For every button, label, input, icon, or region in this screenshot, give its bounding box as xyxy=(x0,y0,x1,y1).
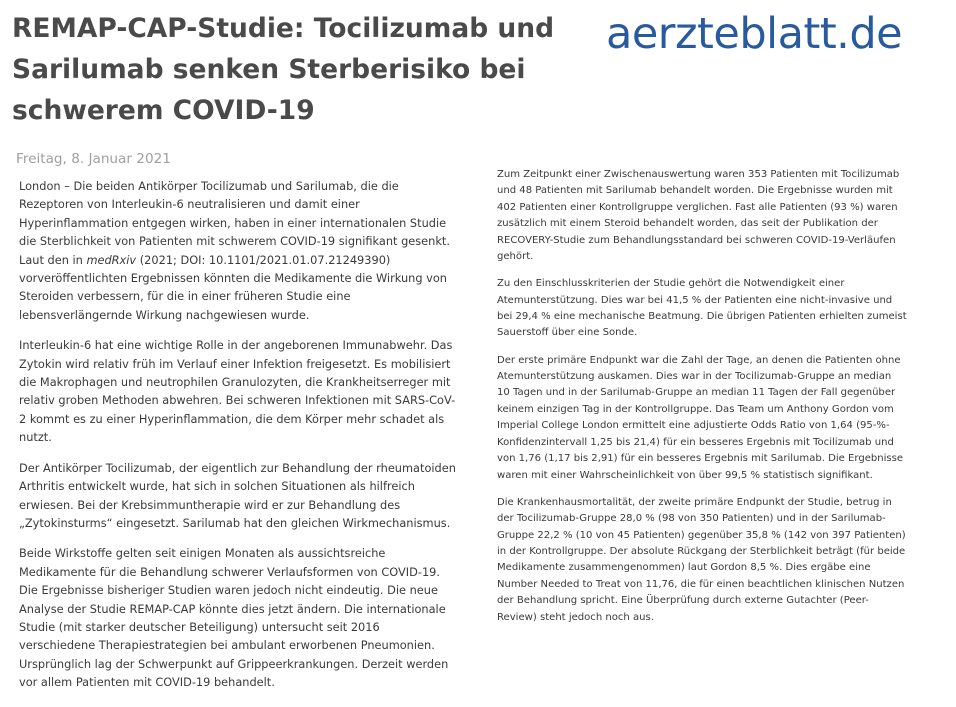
paragraph-interim-analysis: Zum Zeitpunkt einer Zwischenauswertung waren 353 Patienten mit Tocilizumab und 48 Patienten mit Sarilumab behandelt worden. Die Ergebnisse wurden mit 402 Patienten einer Kontrollgruppe verglichen. Fast alle Patienten (93 %) waren zusätzlich mit einem Steroid behandelt worden, das seit der Publikation der RECOVERY-Studie zum Behandlungsstandard bei schweren COVID-19-Verläufen gehört. xyxy=(497,169,900,263)
paragraph-primary-endpoint: Der erste primäre Endpunkt war die Zahl der Tage, an denen die Patienten ohne Atemunterstützung auskamen. Dies war in der Tocilizumab-Gruppe an median 10 Tagen und in der Sarilumab-Gruppe an median 11 Tagen der Fall gegenüber keinem einzigen Tag in der Kontrollgruppe. Das Team um Anthony Gordon vom Imperial College London ermittelt eine adjustierte Odds Ratio von 1,64 (95-%-Konfidenzintervall 1,25 bis 21,4) für ein besseres Ergebnis mit Tocilizumab und von 1,76 (1,17 bis 2,91) für ein besseres Ergebnis mit Sarilumab. Die Ergebnisse waren mit einer Wahrscheinlichkeit von über 99,5 % statistisch signifikant. xyxy=(497,354,904,481)
paragraph-intro-text-b: (2021; DOI: 10.1101/2021.01.07.21249390) vorveröffentlichten Ergebnissen könnten die Medikamente die Wirkung von Steroiden verbessern, für die in einer früheren Studie eine lebensverlängernde Wirkung nachgewiesen wurde. xyxy=(19,252,447,322)
paragraph-interleukin: Interleukin-6 hat eine wichtige Rolle in der angeborenen Immunabwehr. Das Zytokin wird relativ früh im Verlauf einer Infektion freigesetzt. Es mobilisiert die Makrophagen und neutrophilen Granulozyten, die Krankheitserreger mit relativ groben Methoden abwehren. Bei schweren Infektionen mit SARS-CoV-2 kommt es zu einer Hyperinflammation, die dem Körper mehr schadet als nutzt. xyxy=(19,338,456,445)
paragraph-intro-text-a: London – Die beiden Antikörper Tocilizumab und Sarilumab, die die Rezeptoren von Interleukin-6 neutralisieren und damit einer Hyperinflammation entgegen wirken, haben in einer internationalen Studie die Sterblichkeit von Patienten mit schwerem COVID-19 signifikant gesenkt. Laut den in xyxy=(19,179,450,267)
paragraph-tocilizumab: Der Antikörper Tocilizumab, der eigentlich zur Behandlung der rheumatoiden Arthritis entwickelt wurde, hat sich in solchen Situationen als hilfreich erwiesen. Bei der Krebsimmuntherapie wird er zur Behandlung des „Zytokinsturms“ eingesetzt. Sarilumab hat den gleichen Wirkmechanismus. xyxy=(19,460,456,530)
article-column-left xyxy=(19,177,459,692)
source-journal-name: medRxiv xyxy=(86,252,137,267)
article-date: Freitag, 8. Januar 2021 xyxy=(16,151,171,167)
article-headline: REMAP-CAP-Studie: Tocilizumab und Sarilumab senken Sterberisiko bei schwerem COVID-19 xyxy=(12,13,555,126)
paragraph-inclusion-criteria: Zu den Einschlusskriterien der Studie gehört die Notwendigkeit einer Atemunterstützung. Dies war bei 41,5 % der Patienten eine nicht-invasive und bei 29,4 % eine mechanische Beatmung. Die übrigen Patienten erhielten zumeist Sauerstoff über eine Sonde. xyxy=(497,278,907,339)
paragraph-mortality: Die Krankenhausmortalität, der zweite primäre Endpunkt der Studie, betrug in der Tocilizumab-Gruppe 28,0 % (98 von 350 Patienten) und in der Sarilumab-Gruppe 22,2 % (10 von 45 Patienten) gegenüber 35,8 % (142 von 397 Patienten) in der Kontrollgruppe. Der absolute Rückgang der Sterblichkeit beträgt (für beide Medikamente zusammengenommen) laut Gordon 8,5 %. Dies ergäbe eine Number Needed to Treat von 11,76, die für einen beachtlichen klinischen Nutzen der Behandlung spricht. Eine Überprüfung durch externe Gutachter (Peer-Review) steht jedoch noch aus. xyxy=(497,496,906,623)
site-logo[interactable]: aerzteblatt.de xyxy=(606,9,903,59)
paragraph-remap-cap: Beide Wirkstoffe gelten seit einigen Monaten als aussichtsreiche Medikamente für die Behandlung schwerer Verlaufsformen von COVID-19. Die Ergebnisse bisheriger Studien waren jedoch nicht eindeutig. Die neue Analyse der Studie REMAP-CAP könnte dies jetzt ändern. Die internationale Studie (mit starker deutscher Beteiligung) untersucht seit 2016 verschiedene Therapiestrategien bei ambulant erworbenen Pneumonien. Ursprünglich lag der Schwerpunkt auf Grippeerkrankungen. Derzeit werden vor allem Patienten mit COVID-19 behandelt. xyxy=(19,546,449,690)
article-column-right xyxy=(497,167,907,626)
paragraph-intro xyxy=(19,177,459,324)
